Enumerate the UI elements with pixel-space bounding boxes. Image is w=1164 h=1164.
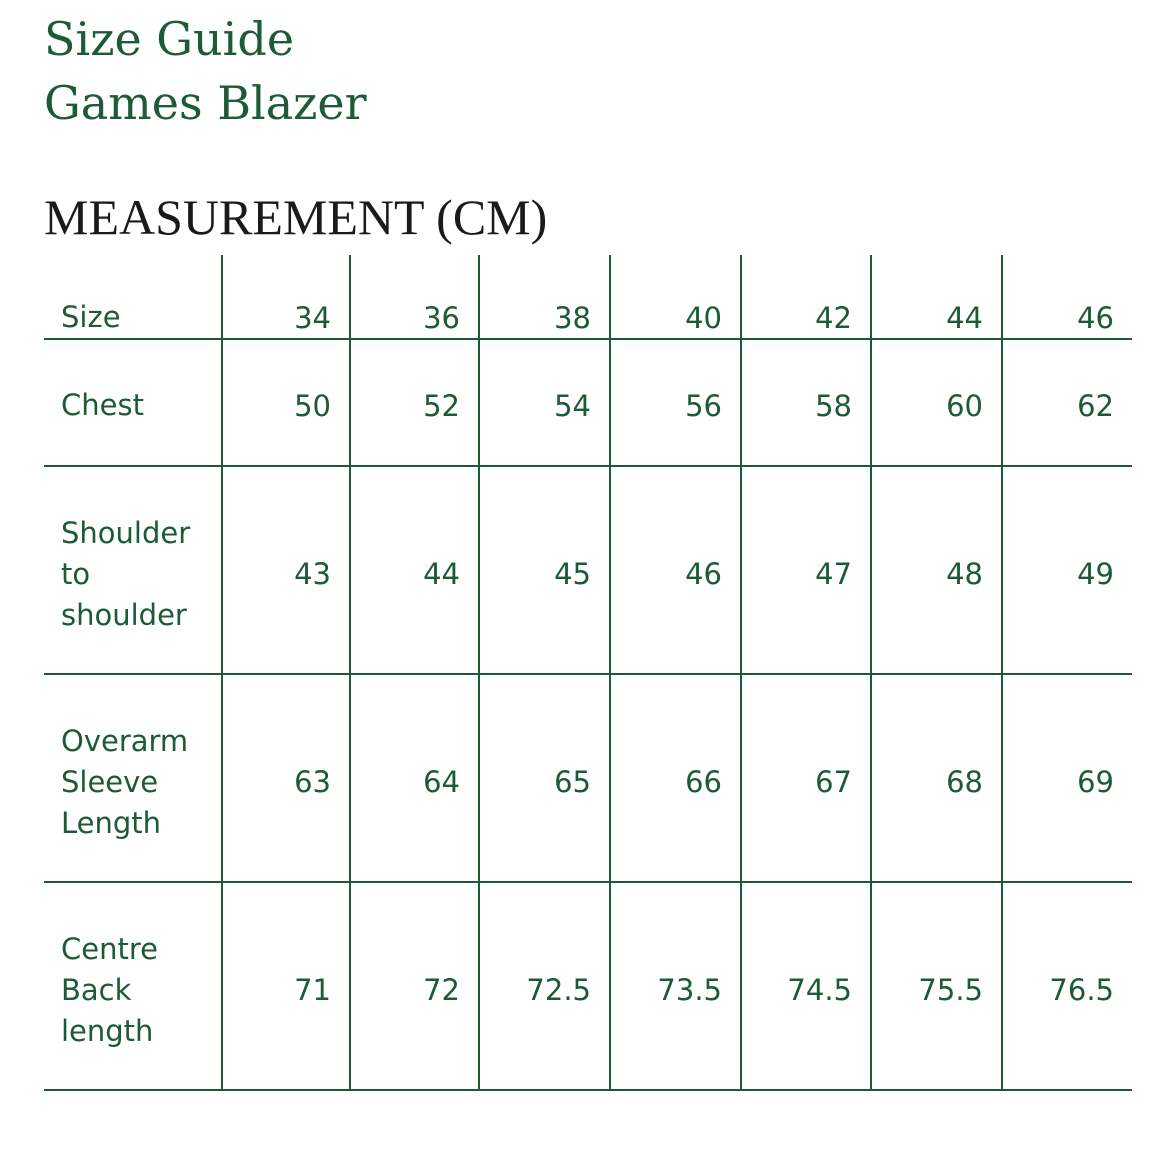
table-cell: 56 [610,339,741,466]
table-cell: 49 [1002,466,1132,674]
table-cell: 76.5 [1002,882,1132,1090]
table-cell: 71 [222,882,350,1090]
table-cell: 46 [610,466,741,674]
table-cell: 72 [350,882,479,1090]
table-row-sleeve [44,674,1132,882]
table-row-back-length [44,882,1132,1090]
row-label: Overarm Sleeve Length [44,674,222,882]
table-row-shoulder [44,466,1132,674]
measurement-heading: MEASUREMENT (CM) [44,189,548,245]
table-cell: 64 [350,674,479,882]
table-cell: 69 [1002,674,1132,882]
row-label: Size [44,255,222,339]
table-cell: 36 [350,255,479,339]
table-cell: 66 [610,674,741,882]
table-cell: 47 [741,466,871,674]
table-cell: 63 [222,674,350,882]
table-cell: 60 [871,339,1002,466]
table-cell: 54 [479,339,610,466]
table-cell: 45 [479,466,610,674]
table-cell: 72.5 [479,882,610,1090]
table-row-size [44,255,1132,339]
size-table [44,255,1132,1091]
table-cell: 62 [1002,339,1132,466]
table-cell: 52 [350,339,479,466]
page-title-line-2: Games Blazer [44,76,367,130]
table-cell: 65 [479,674,610,882]
table-cell: 46 [1002,255,1132,339]
table-cell: 34 [222,255,350,339]
table-cell: 50 [222,339,350,466]
table-cell: 43 [222,466,350,674]
table-cell: 44 [871,255,1002,339]
table-cell: 40 [610,255,741,339]
table-cell: 42 [741,255,871,339]
table-cell: 38 [479,255,610,339]
table-cell: 48 [871,466,1002,674]
row-label: Chest [44,339,222,466]
table-cell: 73.5 [610,882,741,1090]
table-row-chest [44,339,1132,466]
table-cell: 58 [741,339,871,466]
table-cell: 75.5 [871,882,1002,1090]
row-label: Shoulder to shoulder [44,466,222,674]
table-cell: 68 [871,674,1002,882]
table-cell: 44 [350,466,479,674]
row-label: Centre Back length [44,882,222,1090]
table-cell: 74.5 [741,882,871,1090]
table-cell: 67 [741,674,871,882]
page-title-line-1: Size Guide [44,12,295,66]
